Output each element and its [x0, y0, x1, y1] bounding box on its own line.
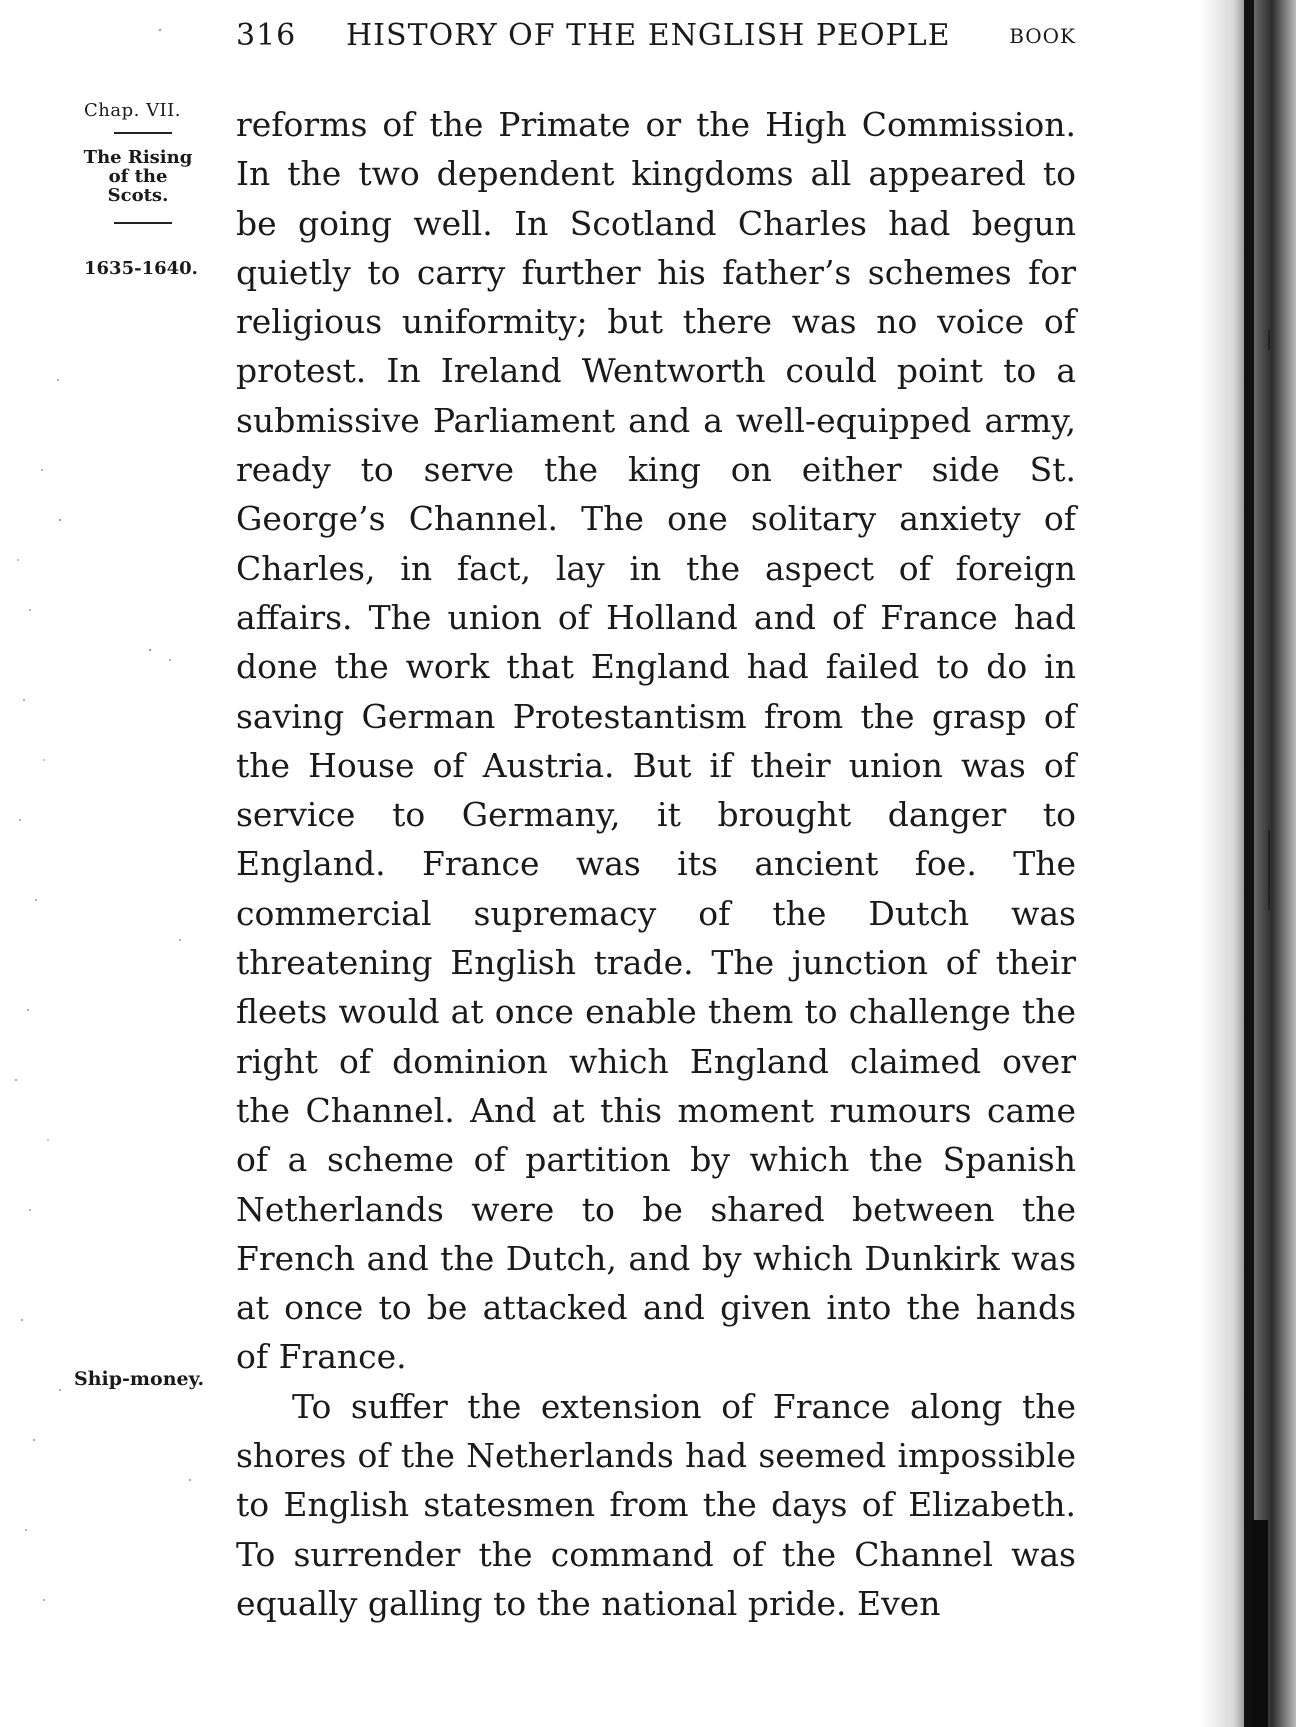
running-title: HISTORY OF THE ENGLISH PEOPLE [346, 18, 951, 53]
paragraph: To suffer the extension of France along the shores of the Netherlands had seemed impossible to English statesmen from the days of Elizabeth. To surrender the command of the Channel was equally galling to the national pride. Even [236, 1386, 1076, 1623]
chapter-sidenote: Chap. VII. [84, 100, 182, 121]
paragraph: reforms of the Primate or the High Commission. In the two dependent kingdoms all appeared to be going well. In Scotland Charles had begun quietly to carry further his father’s schemes for religious uniformity; but there was no voice of protest. In Ireland Wentworth could point to a submissive Parliament and a well-equipped army, ready to serve the king on either side St. George’s Channel. The one solitary anxiety of Charles, in fact, lay in the aspect of foreign affairs. The union of Holland and of France had done the work that England had failed to do in saving German Protestantism from the grasp of the House of Austria. But if their union was of service to Germany, it brought danger to England. France was its ancient foe. The commercial supremacy of the Dutch was threatening English trade. The junction of their fleets would at once enable them to challenge the right of dominion which England claimed over the Channel. And at this moment rumours came of a scheme of partition by which the Spanish Netherlands were to be shared between the French and the Dutch, and by which Dunkirk was at once to be attacked and given into the hands of France. [236, 105, 1076, 1377]
ship-money-sidenote: Ship-money. [74, 1368, 205, 1390]
sidenote-rule [114, 222, 172, 224]
running-head [236, 18, 1076, 58]
body-text [236, 100, 1076, 1628]
dates-sidenote: 1635-1640. [84, 258, 198, 279]
sidenote-rule [114, 132, 172, 134]
book-label: BOOK [1009, 24, 1076, 48]
page-number: 316 [236, 18, 297, 53]
page-edge-shadow [1200, 0, 1296, 1727]
topic-sidenote: The Rising of the Scots. [83, 147, 193, 206]
